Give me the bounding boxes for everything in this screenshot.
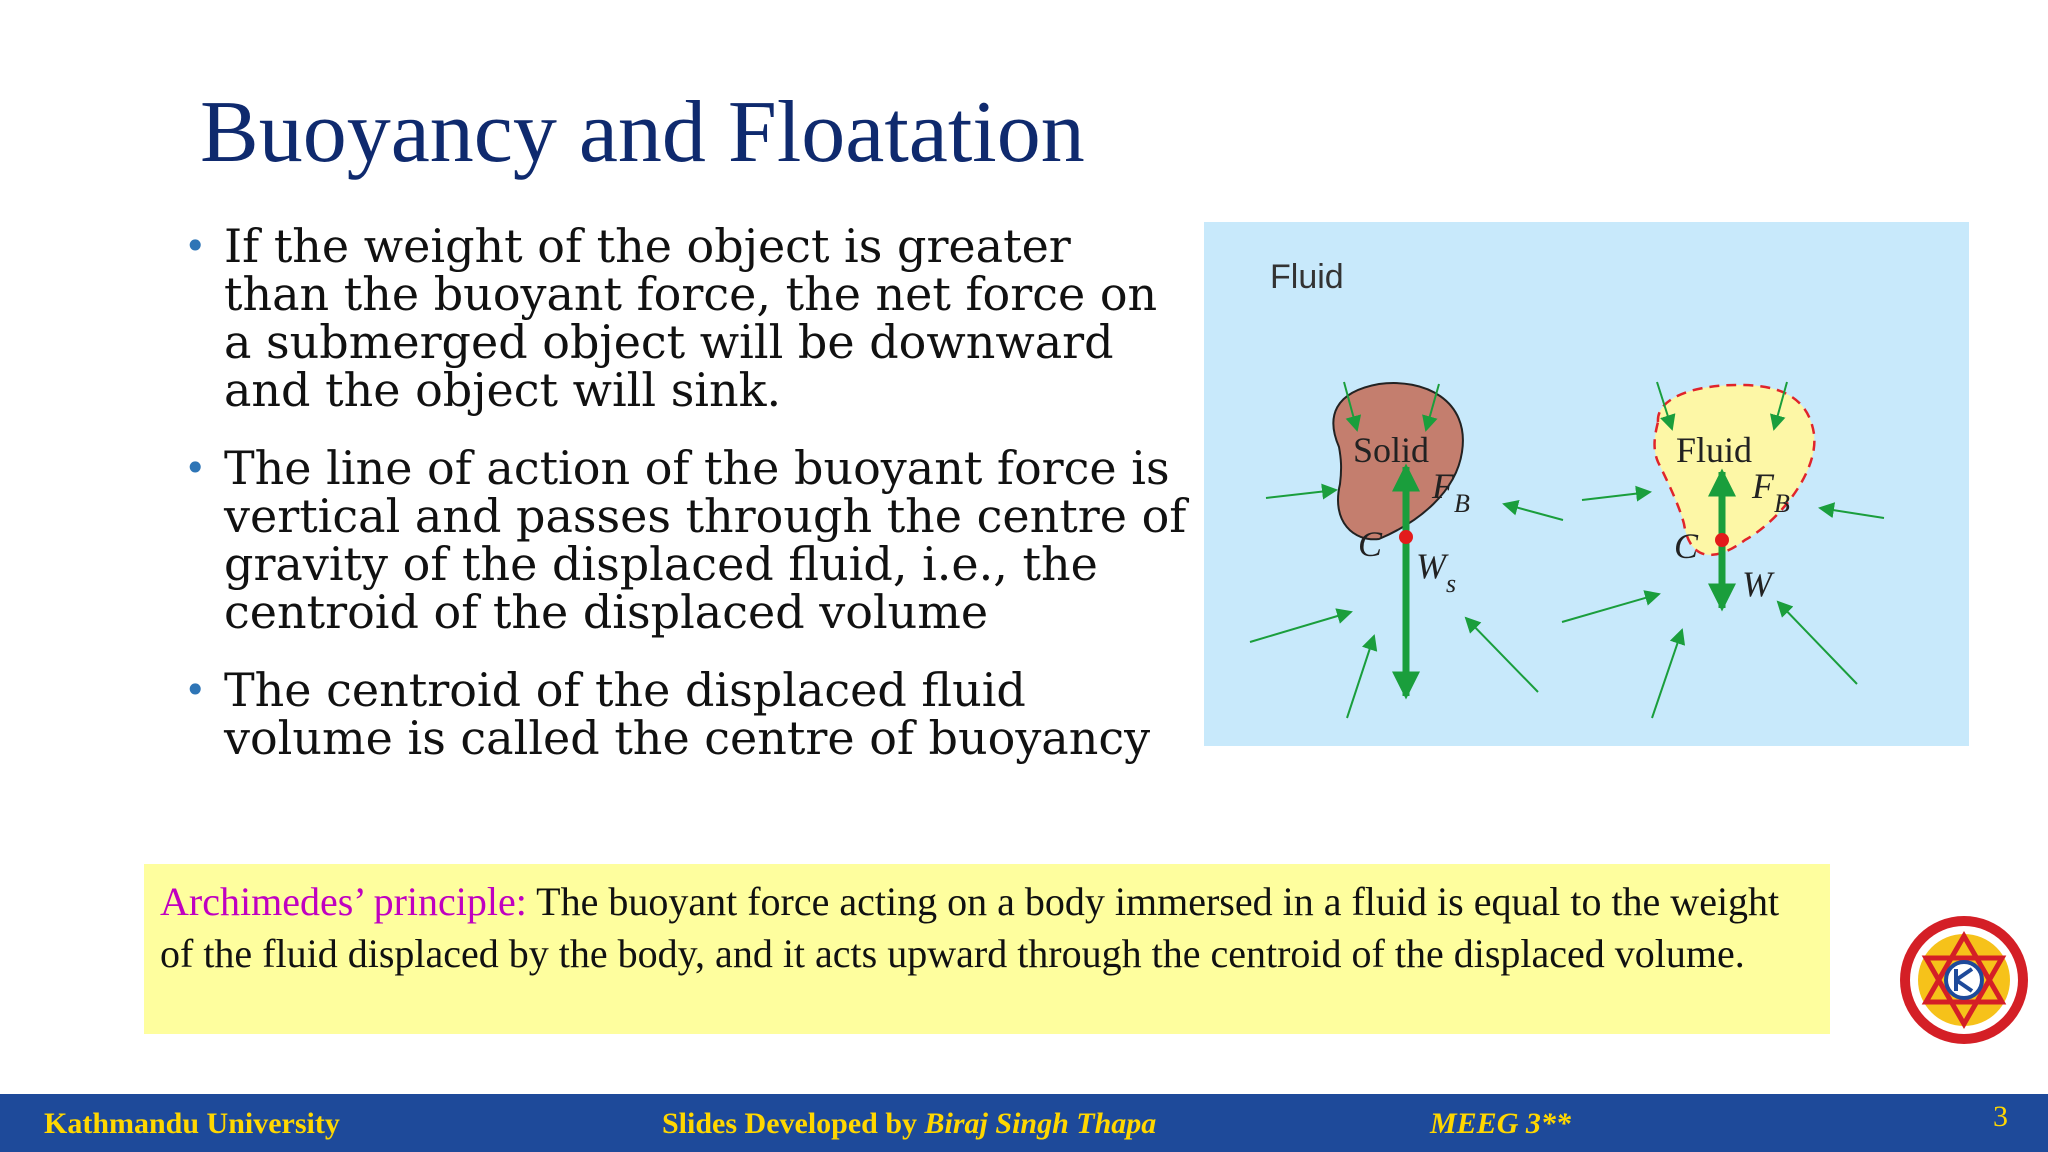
footer-course: MEEG 3**	[1430, 1107, 1571, 1140]
bullet-text: If the weight of the object is greater than the buoyant force, the net force on a submerged object will be downward and the object will sink.	[224, 219, 1158, 417]
solid-centroid-label: C	[1358, 524, 1383, 564]
solid-weight-label: $W_s$	[1416, 546, 1457, 598]
fluid-buoyant-force-label: $F_B$	[1752, 466, 1790, 518]
bullet-list	[180, 219, 1190, 792]
footer-author: Biraj Singh Thapa	[924, 1107, 1157, 1140]
footer-university: Kathmandu University	[44, 1107, 340, 1140]
fluid-weight-label: W	[1742, 564, 1772, 604]
fluid-centroid-dot	[1715, 533, 1729, 547]
bullet-marker: •	[184, 446, 207, 490]
page-number: 3	[1993, 1100, 2008, 1133]
bullet-text: The centroid of the displaced fluid volume is called the centre of buoyancy	[224, 663, 1151, 765]
fluid-body-label: Fluid	[1676, 430, 1753, 470]
solid-buoyant-force-label: $F_B$	[1432, 466, 1470, 518]
callout-label: Archimedes’ principle:	[160, 879, 527, 924]
fluid-region-label: Fluid	[1270, 258, 1344, 296]
bullet-item	[180, 219, 1190, 417]
footer-bar	[0, 1094, 2048, 1152]
fluid-centroid-label: C	[1674, 526, 1699, 566]
bullet-item	[180, 441, 1190, 639]
buoyancy-figure	[1204, 222, 1969, 746]
bullet-marker: •	[184, 668, 207, 712]
kathmandu-university-seal-icon	[1898, 914, 2030, 1046]
slide-title: Buoyancy and Floatation	[200, 84, 1085, 181]
bullet-text: The line of action of the buoyant force is vertical and passes through the centre of gravity of the displaced fluid, i.e., the centroid of the displaced volume	[224, 441, 1187, 639]
solid-body-label: Solid	[1353, 430, 1430, 470]
solid-centroid-dot	[1399, 530, 1413, 544]
footer-credit: Slides Developed by Biraj Singh Thapa	[662, 1107, 1157, 1140]
bullet-item	[180, 663, 1190, 765]
archimedes-principle-callout	[144, 864, 1830, 1034]
buoyancy-diagram	[1204, 222, 1969, 746]
bullet-marker: •	[184, 224, 207, 268]
callout-body: The buoyant force acting on a body immersed in a fluid is equal to the weight of the fluid displaced by the body, and it acts upward through the centroid of the displaced volume.	[160, 879, 1780, 976]
callout-text	[160, 876, 1814, 980]
